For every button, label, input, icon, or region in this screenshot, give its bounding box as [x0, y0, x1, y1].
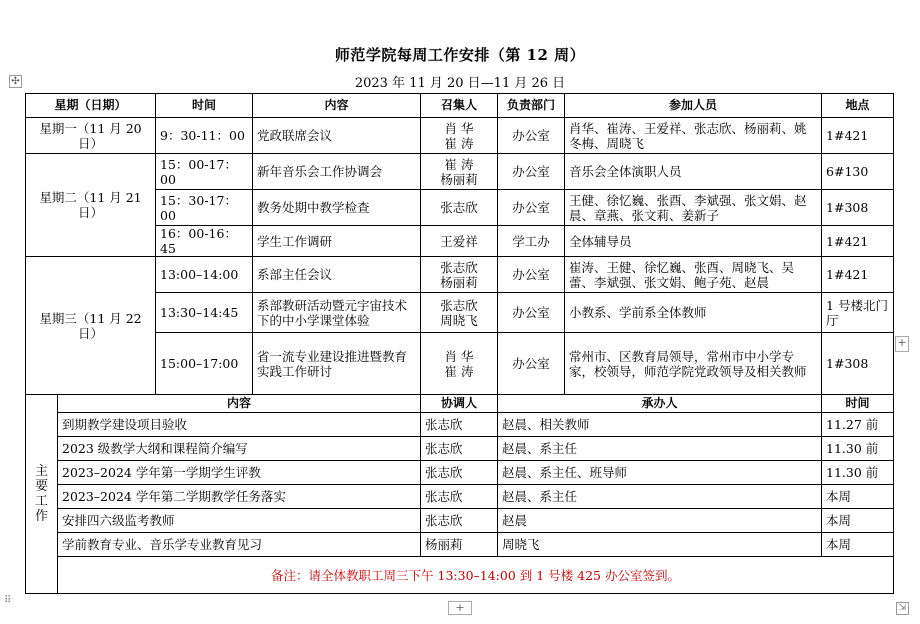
convener-name: 崔 涛	[444, 156, 474, 172]
convener-name: 张志欣	[440, 297, 478, 313]
add-row-icon[interactable]: +	[448, 601, 472, 615]
work-coordinator-cell: 杨丽莉	[421, 533, 498, 557]
time-cell: 13:00–14:00	[156, 257, 253, 293]
work-time-cell: 11.30 前	[822, 461, 894, 485]
location-cell: 1#421	[822, 226, 894, 257]
table-row	[26, 509, 894, 533]
content-cell: 系部主任会议	[253, 257, 421, 293]
note-row	[26, 557, 894, 594]
participants-cell: 小教系、学前系全体教师	[565, 293, 822, 333]
work-undertaker-cell: 赵晨、系主任、班导师	[498, 461, 822, 485]
table-row	[26, 533, 894, 557]
convener-cell	[421, 118, 498, 154]
day-label: 星期三（11 月 22 日）	[26, 257, 156, 395]
time-cell: 15:00–17:00	[156, 333, 253, 395]
table-row	[26, 226, 894, 257]
convener-cell	[421, 154, 498, 190]
convener-name: 周晓飞	[440, 312, 478, 328]
participants-cell: 常州市、区教育局领导，常州市中小学专家，校领导，师范学院党政领导及相关教师	[565, 333, 822, 395]
work-coordinator-cell: 张志欣	[421, 461, 498, 485]
table-row	[26, 437, 894, 461]
work-time-cell: 11.30 前	[822, 437, 894, 461]
content-cell: 新年音乐会工作协调会	[253, 154, 421, 190]
work-time-cell: 本周	[822, 533, 894, 557]
work-undertaker-cell: 赵晨、系主任	[498, 437, 822, 461]
time-cell: 13:30–14:45	[156, 293, 253, 333]
dept-cell: 办公室	[498, 190, 565, 226]
location-cell: 1 号楼北门厅	[822, 293, 894, 333]
content-cell: 教务处期中教学检查	[253, 190, 421, 226]
convener-name: 崔 涛	[444, 135, 474, 151]
convener-name: 崔 涛	[444, 363, 474, 379]
dept-cell: 学工办	[498, 226, 565, 257]
page-title: 师范学院每周工作安排（第 12 周）	[334, 46, 586, 64]
convener-cell	[421, 190, 498, 226]
convener-name: 张志欣	[440, 259, 478, 275]
work-undertaker-cell: 赵晨、相关教师	[498, 413, 822, 437]
location-cell: 1#421	[822, 118, 894, 154]
work-undertaker-cell: 赵晨、系主任	[498, 485, 822, 509]
time-cell: 15：00-17：00	[156, 154, 253, 190]
header-dept: 负责部门	[498, 94, 565, 118]
dept-cell: 办公室	[498, 333, 565, 395]
header-time: 时间	[156, 94, 253, 118]
dept-cell: 办公室	[498, 293, 565, 333]
work-coordinator-cell: 张志欣	[421, 509, 498, 533]
convener-name: 王爱祥	[440, 233, 478, 249]
participants-cell: 肖华、崔涛、王爱祥、张志欣、杨丽莉、姚冬梅、周晓飞	[565, 118, 822, 154]
work-content-cell: 2023 级教学大纲和课程简介编写	[58, 437, 421, 461]
note-text: 备注：请全体教职工周三下午 13:30–14:00 到 1 号楼 425 办公室签到。	[58, 557, 894, 594]
work-content-cell: 2023–2024 学年第一学期学生评教	[58, 461, 421, 485]
day-label: 星期二（11 月 21 日）	[26, 154, 156, 257]
work-coordinator-cell: 张志欣	[421, 485, 498, 509]
work-undertaker-cell: 周晓飞	[498, 533, 822, 557]
table-row	[26, 118, 894, 154]
convener-cell	[421, 333, 498, 395]
convener-name: 张志欣	[440, 200, 478, 215]
content-cell: 省一流专业建设推进暨教育实践工作研讨	[253, 333, 421, 395]
participants-cell: 音乐会全体演职人员	[565, 154, 822, 190]
content-cell: 系部教研活动暨元宇宙技术下的中小学课堂体验	[253, 293, 421, 333]
main-header-content: 内容	[58, 395, 421, 413]
location-cell: 6#130	[822, 154, 894, 190]
location-cell: 1#308	[822, 190, 894, 226]
side-char: 主	[34, 464, 48, 479]
main-header-undertaker: 承办人	[498, 395, 822, 413]
header-convener: 召集人	[421, 94, 498, 118]
dept-cell: 办公室	[498, 154, 565, 190]
main-header-time: 时间	[822, 395, 894, 413]
table-row	[26, 461, 894, 485]
side-char: 工	[34, 494, 48, 509]
side-char: 要	[34, 479, 48, 494]
time-cell: 15：30-17：00	[156, 190, 253, 226]
work-time-cell: 11.27 前	[822, 413, 894, 437]
add-column-icon[interactable]: +	[895, 336, 909, 352]
work-content-cell: 安排四六级监考教师	[58, 509, 421, 533]
table-row	[26, 413, 894, 437]
convener-name: 肖 华	[444, 120, 474, 136]
table-row	[26, 190, 894, 226]
participants-cell: 崔涛、王健、徐忆巍、张酉、周晓飞、吴蕾、李斌强、张文娟、鲍子苑、赵晨	[565, 257, 822, 293]
date-range: 2023 年 11 月 20 日—11 月 26 日	[354, 76, 566, 91]
work-undertaker-cell: 赵晨	[498, 509, 822, 533]
convener-name: 肖 华	[444, 348, 474, 364]
participants-cell: 王健、徐忆巍、张酉、李斌强、张文娟、赵晨、章燕、张文莉、姜新子	[565, 190, 822, 226]
work-coordinator-cell: 张志欣	[421, 413, 498, 437]
header-row	[26, 94, 894, 118]
convener-cell	[421, 293, 498, 333]
convener-cell	[421, 226, 498, 257]
location-cell: 1#308	[822, 333, 894, 395]
table-resize-icon[interactable]: ⇲	[896, 602, 909, 615]
drag-grip-icon[interactable]: ⠿	[4, 595, 11, 606]
time-cell: 9：30-11：00	[156, 118, 253, 154]
table-row	[26, 485, 894, 509]
work-time-cell: 本周	[822, 509, 894, 533]
time-cell: 16：00-16：45	[156, 226, 253, 257]
side-char: 作	[34, 509, 48, 524]
content-cell: 党政联席会议	[253, 118, 421, 154]
convener-name: 杨丽莉	[440, 171, 478, 187]
dept-cell: 办公室	[498, 257, 565, 293]
table-row	[26, 333, 894, 395]
day-label: 星期一（11 月 20 日）	[26, 118, 156, 154]
convener-cell	[421, 257, 498, 293]
work-content-cell: 2023–2024 学年第二学期教学任务落实	[58, 485, 421, 509]
table-move-icon[interactable]: ✣	[9, 75, 22, 88]
main-work-side-label	[26, 395, 58, 594]
header-day: 星期（日期）	[26, 94, 156, 118]
header-location: 地点	[822, 94, 894, 118]
work-content-cell: 学前教育专业、音乐学专业教育见习	[58, 533, 421, 557]
table-row	[26, 293, 894, 333]
work-time-cell: 本周	[822, 485, 894, 509]
participants-cell: 全体辅导员	[565, 226, 822, 257]
dept-cell: 办公室	[498, 118, 565, 154]
table-row	[26, 257, 894, 293]
work-content-cell: 到期教学建设项目验收	[58, 413, 421, 437]
main-header-coordinator: 协调人	[421, 395, 498, 413]
header-participants: 参加人员	[565, 94, 822, 118]
schedule-table	[25, 93, 894, 594]
work-coordinator-cell: 张志欣	[421, 437, 498, 461]
main-work-header-row	[26, 395, 894, 413]
convener-name: 杨丽莉	[440, 274, 478, 290]
table-row	[26, 154, 894, 190]
header-content: 内容	[253, 94, 421, 118]
content-cell: 学生工作调研	[253, 226, 421, 257]
location-cell: 1#421	[822, 257, 894, 293]
